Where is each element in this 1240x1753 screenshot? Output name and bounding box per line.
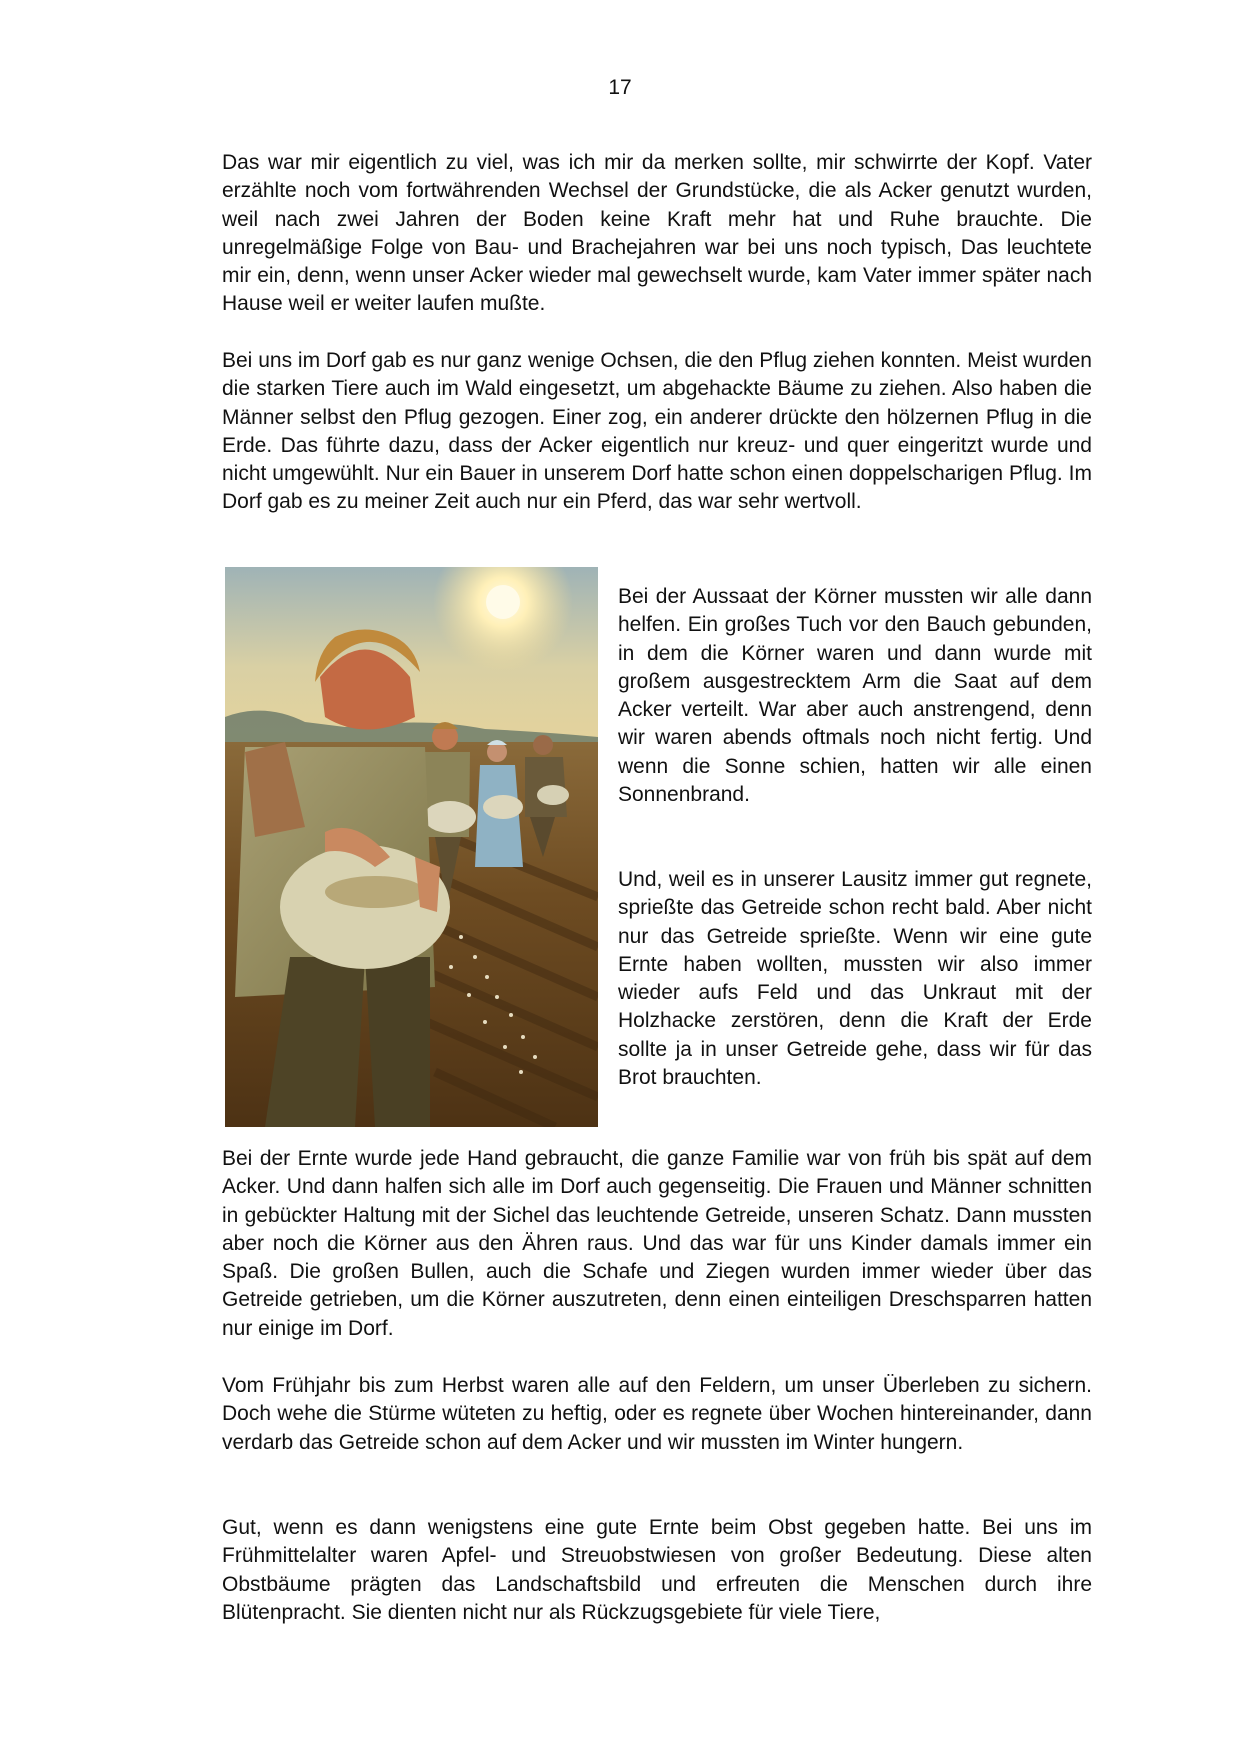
paragraph-seasons: Vom Frühjahr bis zum Herbst waren alle auf den Feldern, um unser Überleben zu sichern. Doch wehe die Stürme wüteten zu heftig, oder es regnete über Wochen hintereinander, dann verdarb das Getreide schon auf dem Acker und wir mussten im Winter hungern. [222,1374,1092,1454]
paragraph-harvest: Bei der Ernte wurde jede Hand gebraucht, die ganze Familie war von früh bis spät auf dem Acker. Und dann halfen sich alle im Dorf auch gegenseitig. Die Frauen und Männer schnitten in gebückter Haltung mit der Sichel das leuchtende Getreide, unseren Schatz. Dann mussten aber noch die Körner aus den Ähren raus. Und das war für uns Kinder damals immer ein Spaß. Die großen Bullen, auch die Schafe und Ziegen wurden immer wieder über das Getreide getrieben, um die Körner auszutreten, denn einen einteiligen Dreschsparren hatten nur einige im Dorf. [222,1147,1092,1340]
paragraph-ploughing: Bei uns im Dorf gab es nur ganz wenige Ochsen, die den Pflug ziehen konnten. Meist wurden die starken Tiere auch im Wald eingesetzt, um abgehackte Bäume zu ziehen. Also haben die Männer selbst den Pflug gezogen. Einer zog, ein anderer drückte den hölzernen Pflug in die Erde. Das führte dazu, dass der Acker eigentlich nur kreuz- und quer eingeritzt wurde und nicht umgewühlt. Nur ein Bauer in unserem Dorf hatte schon einen doppelscharigen Pflug. Im Dorf gab es zu meiner Zeit auch nur ein Pferd, das war sehr wertvoll. [222,349,1092,514]
paragraph-weeding: Und, weil es in unserer Lausitz immer gut regnete, sprießte das Getreide schon recht bald. Aber nicht nur das Getreide sprießte. Wenn wir eine gute Ernte haben wollten, mussten wir also immer wieder aufs Feld und das Unkraut mit der Holzhacke zerstören, denn die Kraft der Erde sollte ja in unser Getreide gehe, dass wir für das Brot brauchten. [618,868,1092,1090]
paragraph-sowing: Bei der Aussaat der Körner mussten wir alle dann helfen. Ein großes Tuch vor den Bauch gebunden, in dem die Körner waren und dann wurde mit großem ausgestrecktem Arm die Saat auf dem Acker verteilt. War aber auch anstrengend, denn wir waren abends oftmals noch nicht fertig. Und wenn die Sonne schien, hatten wir alle einen Sonnenbrand. [618,585,1092,807]
paragraph-orchards: Gut, wenn es dann wenigstens eine gute Ernte beim Obst gegeben hatte. Bei uns im Frühmittelalter waren Apfel- und Streuobstwiesen von großer Bedeutung. Diese alten Obstbäume prägten das Landschaftsbild und erfreuten die Menschen durch ihre Blütenpracht. Sie dienten nicht nur als Rückzugsgebiete für viele Tiere, [222,1516,1092,1624]
page-number: 17 [608,76,632,99]
paragraph-field-rotation: Das war mir eigentlich zu viel, was ich mir da merken sollte, mir schwirrte der Kopf. Vater erzählte noch vom fortwährenden Wechsel der Grundstücke, die als Acker genutzt wurden, weil nach zwei Jahren der Boden keine Kraft mehr hat und Ruhe brauchte. Die unregelmäßige Folge von Bau- und Brachejahren war bei uns noch typisch, Das leuchtete mir ein, denn, wenn unser Acker wieder mal gewechselt wurde, kam Vater immer später nach Hause weil er weiter laufen mußte. [222,151,1092,316]
sowing-painting [225,567,598,1127]
